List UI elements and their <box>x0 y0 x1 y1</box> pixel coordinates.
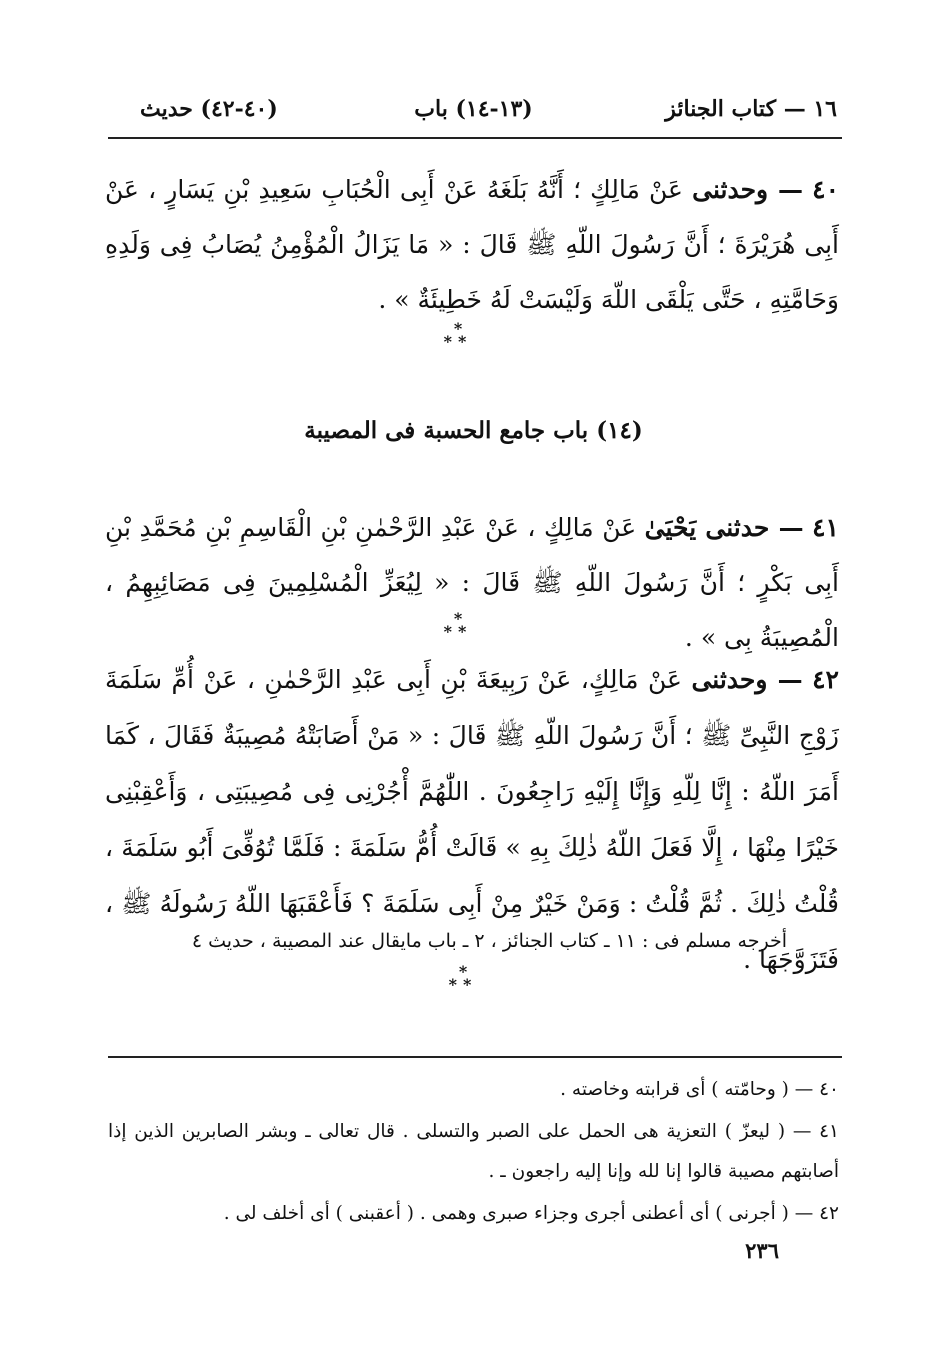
hadith-number: ٤٠ <box>812 175 839 204</box>
footnote-42: ٤٢ — ( أجرنى ) أى أعطنى أجرى وجزاء صبرى وهمى . ( أعقبنى ) أى أخلف لى . <box>223 1203 839 1224</box>
takhrij-note: أخرجه مسلم فى : ١١ ـ كتاب الجنائز ، ٢ ـ باب مايقال عند المصيبة ، حديث ٤ <box>191 930 787 952</box>
footnote-41: ٤١ — ( ليعزّ ) التعزية هى الحمل على الصبر والتسلى . قال تعالى ـ وبشر الصابرين الذين إذا أصابتهم مصيبة قالوا إنا لله وإنا إليه راجعون ـ . <box>108 1121 839 1182</box>
separator-stars: * ** <box>448 962 478 994</box>
hadith-number: ٤١ <box>812 513 839 542</box>
footnotes <box>108 1070 839 1236</box>
hadith-text: عَنْ مَالِكٍ ؛ أَنَّهُ بَلَغَهُ عَنْ أَبِى الْحُبَابِ سَعِيدِ بْنِ يَسَارٍ ، عَنْ أَبِى هُرَيْرَةَ ؛ أَنَّ رَسُولَ اللّهِ ﷺ قَالَ : « مَا يَزَالُ الْمُؤْمِنُ يُصَابُ فِى وَلَدِهِ وَحَامَّتِهِ ، حَتَّى يَلْقَى اللّهَ وَلَيْسَتْ لَهُ خَطِيئَةٌ » . <box>105 175 839 314</box>
header-hadith-range: (٤٠-٤٢) حديث <box>140 96 278 122</box>
hadith-text: عَنْ مَالِكٍ، عَنْ رَبِيعَةَ بْنِ أَبِى عَبْدِ الرَّحْمٰنِ ، عَنْ أُمِّ سَلَمَةَ زَوْجِ النَّبِىِّ ﷺ ؛ أَنَّ رَسُولَ اللّهِ ﷺ قَالَ : « مَنْ أَصَابَتْهُ مُصِيبَةٌ فَقَالَ ، كَمَا أَمَرَ اللّهُ : إِنَّا لِلّهِ وَإِنَّا إِلَيْهِ رَاجِعُونَ . اللّٰهُمَّ أْجُرْنِى فِى مُصِيبَتِى ، وَأَعْقِبْنِى خَيْرًا مِنْهَا ، إِلَّا فَعَلَ اللّهُ ذٰلِكَ بِهِ » قَالَتْ أُمُّ سَلَمَةَ : فَلَمَّا تُوُفِّىَ أَبُو سَلَمَةَ ، قُلْتُ ذٰلِكَ . ثُمَّ قُلْتُ : وَمَنْ خَيْرٌ مِنْ أَبِى سَلَمَةَ ؟ فَأَعْقَبَهَا اللّهُ رَسُولَهُ ﷺ ، فَتَزَوَّجَهَا . <box>105 665 839 974</box>
hadith-lead: — حدثنى يَحْيَىٰ <box>644 513 804 542</box>
hadith-lead: — وحدثنى <box>692 175 803 204</box>
running-header <box>110 96 837 130</box>
footnote-rule <box>108 1056 842 1058</box>
header-page-marker: ١٦ — كتاب الجنائز <box>665 96 837 122</box>
page-number: ٢٣٦ <box>745 1238 779 1263</box>
separator-stars: * ** <box>443 609 473 641</box>
hadith-number: ٤٢ <box>812 665 839 694</box>
header-rule <box>108 137 842 139</box>
hadith-40 <box>105 162 839 327</box>
hadith-text: عَنْ مَالِكٍ ، عَنْ عَبْدِ الرَّحْمٰنِ بْنِ الْقَاسِمِ بْنِ مُحَمَّدِ بْنِ أَبِى بَكْرٍ ؛ أَنَّ رَسُولَ اللّهِ ﷺ قَالَ : « لِيُعَزِّ الْمُسْلِمِينَ فِى مَصَائِبِهِمُ ، الْمُصِيبَةُ بِى » . <box>105 513 839 652</box>
chapter-title: (١٤) باب جامع الحسبة فى المصيبة <box>304 417 643 444</box>
header-chapter-range: (١٣-١٤) باب <box>414 96 533 122</box>
separator-stars: * ** <box>443 319 473 351</box>
hadith-lead: — وحدثنى <box>691 665 803 694</box>
footnote-40: ٤٠ — ( وحامّته ) أى قرابته وخاصته . <box>560 1079 839 1100</box>
